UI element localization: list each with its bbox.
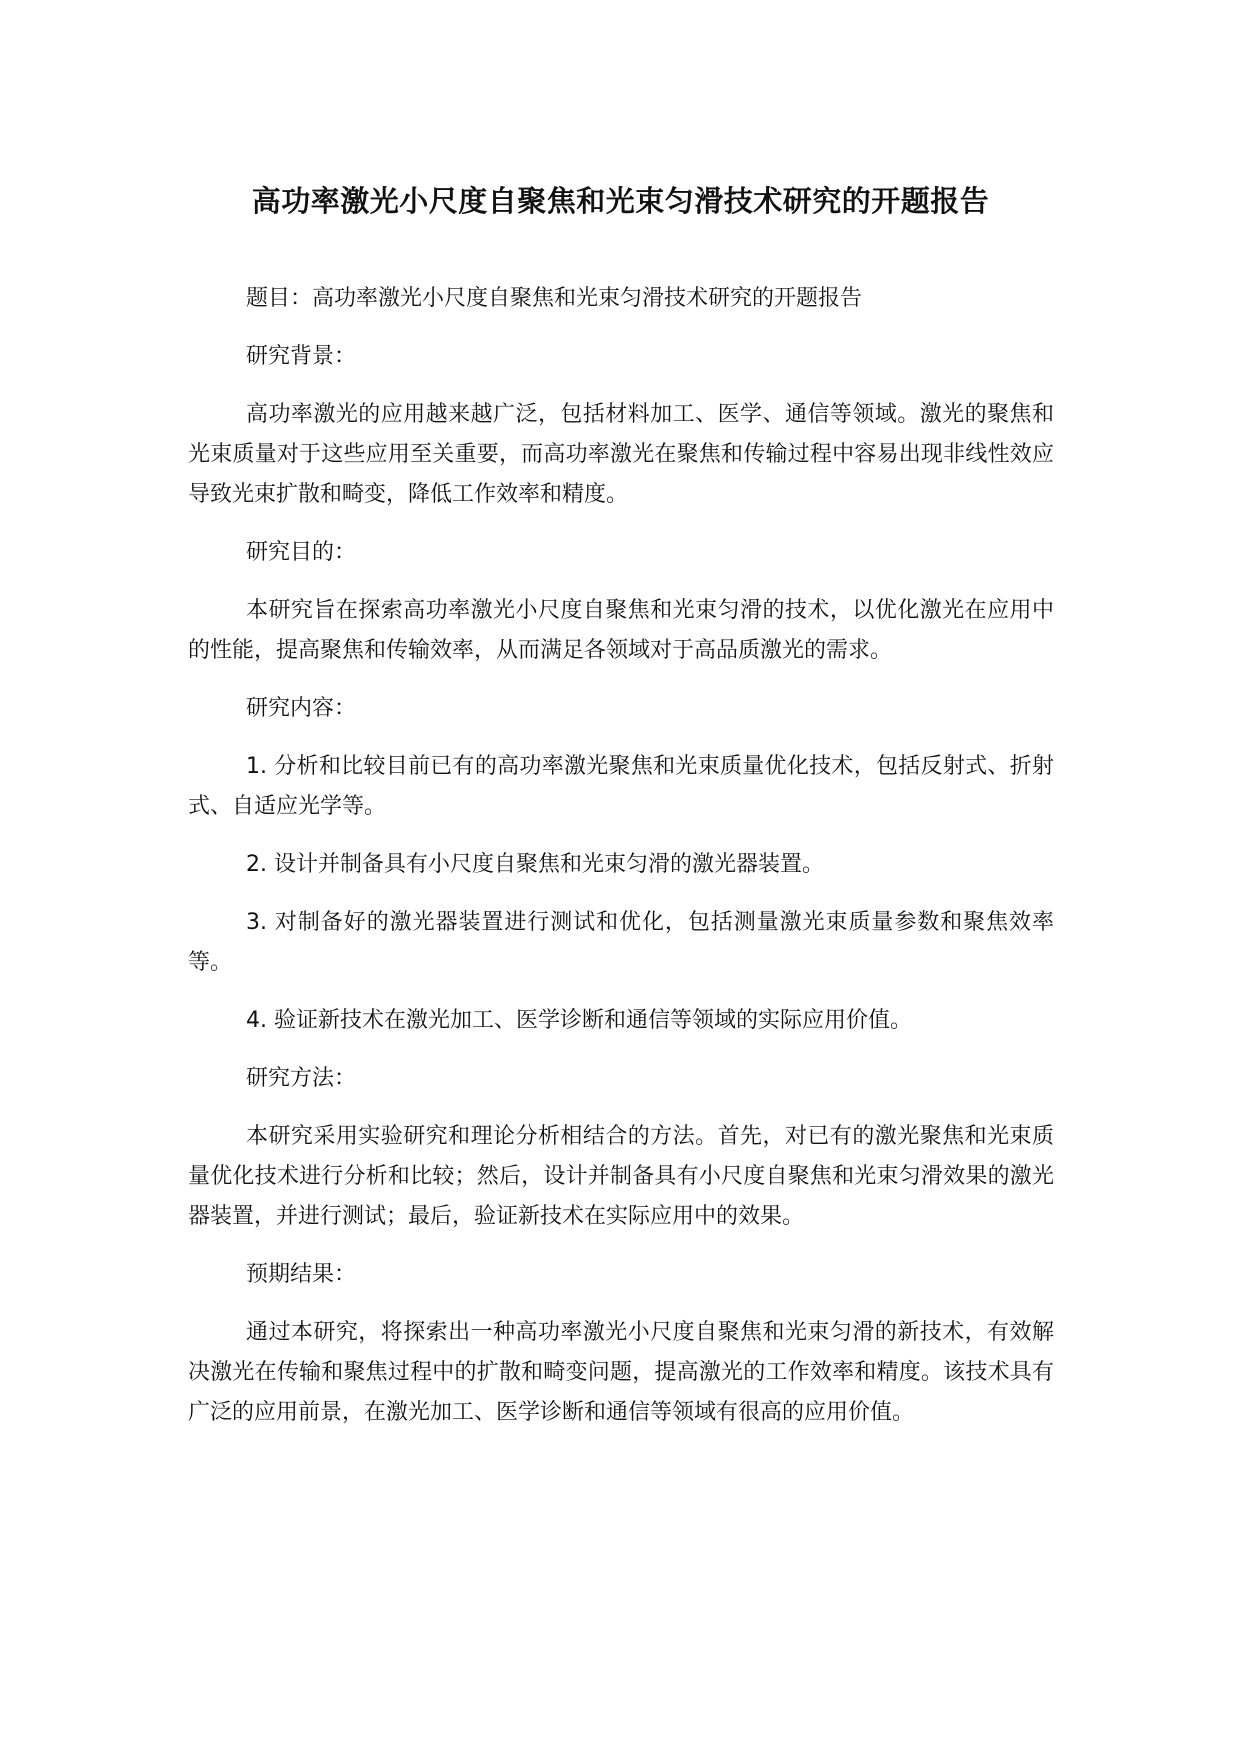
background-paragraph: 高功率激光的应用越来越广泛，包括材料加工、医学、通信等领域。激光的聚焦和光束质量对于这些应用至关重要，而高功率激光在聚焦和传输过程中容易出现非线性效应导致光束扩散和畸变，降低工作效率和精度。 bbox=[188, 402, 1054, 507]
method-paragraph: 本研究采用实验研究和理论分析相结合的方法。首先，对已有的激光聚焦和光束质量优化技术进行分析和比较；然后，设计并制备具有小尺度自聚焦和光束匀滑效果的激光器装置，并进行测试；最后，验证新技术在实际应用中的效果。 bbox=[188, 1124, 1054, 1229]
content-item-4: 4. 验证新技术在激光加工、医学诊断和通信等领域的实际应用价值。 bbox=[246, 1008, 912, 1033]
content-item-1: 1. 分析和比较目前已有的高功率激光聚焦和光束质量优化技术，包括反射式、折射式、自适应光学等。 bbox=[188, 754, 1054, 819]
content-item-2: 2. 设计并制备具有小尺度自聚焦和光束匀滑的激光器装置。 bbox=[246, 852, 824, 877]
section-heading-method: 研究方法： bbox=[246, 1066, 357, 1091]
document-title: 高功率激光小尺度自聚焦和光束匀滑技术研究的开题报告 bbox=[251, 184, 990, 218]
purpose-paragraph: 本研究旨在探索高功率激光小尺度自聚焦和光束匀滑的技术，以优化激光在应用中的性能，提高聚焦和传输效率，从而满足各领域对于高品质激光的需求。 bbox=[188, 598, 1054, 663]
expected-results-paragraph: 通过本研究，将探索出一种高功率激光小尺度自聚焦和光束匀滑的新技术，有效解决激光在传输和聚焦过程中的扩散和畸变问题，提高激光的工作效率和精度。该技术具有广泛的应用前景，在激光加工、医学诊断和通信等领域有很高的应用价值。 bbox=[188, 1320, 1054, 1425]
content-item-3: 3. 对制备好的激光器装置进行测试和优化，包括测量激光束质量参数和聚焦效率等。 bbox=[188, 910, 1054, 975]
section-heading-content: 研究内容： bbox=[246, 696, 357, 721]
section-heading-purpose: 研究目的： bbox=[246, 540, 357, 565]
section-heading-background: 研究背景： bbox=[246, 344, 357, 369]
document-body bbox=[188, 279, 1054, 1451]
topic-line: 题目：高功率激光小尺度自聚焦和光束匀滑技术研究的开题报告 bbox=[246, 286, 863, 311]
section-heading-expected-results: 预期结果： bbox=[246, 1262, 357, 1287]
